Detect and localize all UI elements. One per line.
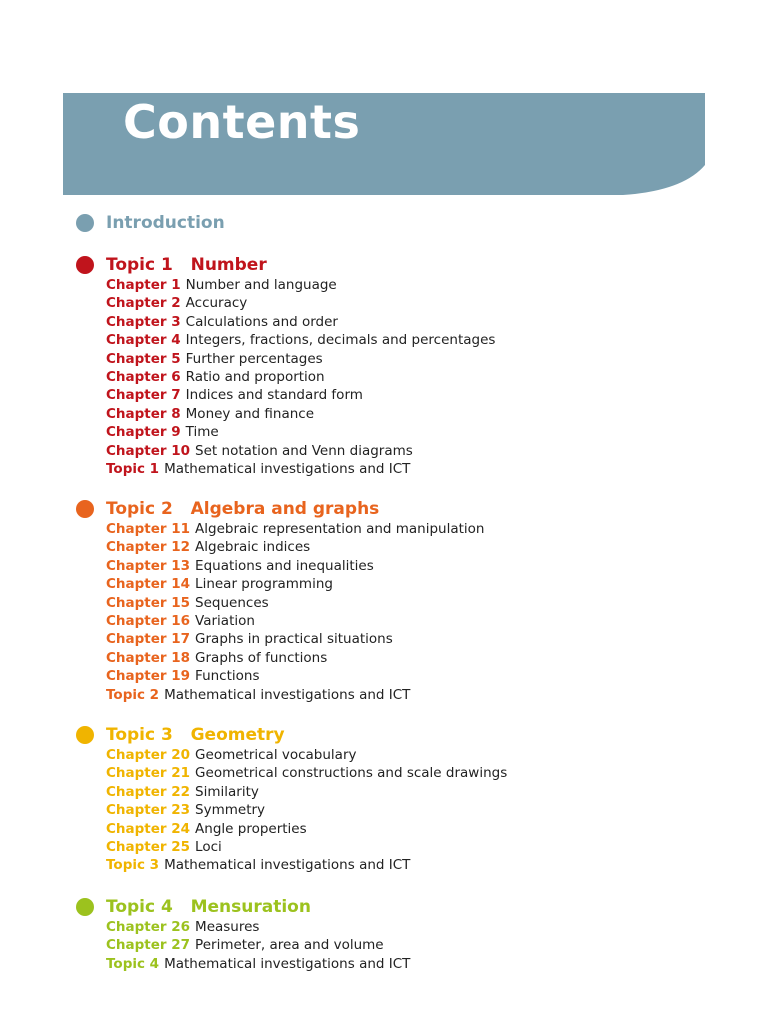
chapter-title: Indices and standard form [185,387,363,404]
chapter-title: Similarity [195,783,259,800]
chapter-title: Set notation and Venn diagrams [195,442,413,459]
chapter-entry[interactable] [106,423,756,441]
chapter-entry[interactable] [106,520,756,538]
chapter-entry[interactable] [106,460,756,478]
intro-bullet-icon [76,214,94,232]
topic-section [76,254,756,478]
topic-bullet-icon [76,500,94,518]
chapter-label: Chapter 21 [106,765,191,782]
chapter-label: Chapter 14 [106,576,191,593]
chapter-entry[interactable] [106,331,756,349]
topic-heading[interactable] [76,254,756,276]
chapter-entry[interactable] [106,612,756,630]
chapter-entry[interactable] [106,405,756,423]
chapter-entry[interactable] [106,538,756,556]
chapter-label: Chapter 11 [106,521,191,537]
chapter-title: Algebraic representation and manipulation [195,521,485,537]
chapter-label: Chapter 18 [106,649,191,666]
chapter-title: Algebraic indices [195,539,311,556]
chapter-label: Chapter 4 [106,332,181,349]
chapter-title: Geometrical constructions and scale drawings [195,765,508,782]
chapter-entry[interactable] [106,368,756,386]
chapter-title: Further percentages [185,350,323,367]
chapter-list [106,918,756,973]
chapter-title: Accuracy [185,295,248,312]
chapter-list [106,746,756,875]
banner-curve [63,165,705,195]
chapter-title: Sequences [195,594,269,611]
chapter-entry[interactable] [106,783,756,801]
chapter-title: Variation [195,612,255,629]
chapter-list [106,276,756,478]
chapter-title: Measures [195,919,260,935]
chapter-list [106,520,756,704]
chapter-title: Perimeter, area and volume [195,937,384,954]
chapter-label: Chapter 26 [106,919,191,935]
chapter-entry[interactable] [106,801,756,819]
chapter-entry[interactable] [106,557,756,575]
chapter-label: Chapter 5 [106,350,181,367]
chapter-label: Chapter 19 [106,668,191,685]
chapter-label: Chapter 6 [106,368,181,385]
chapter-title: Integers, fractions, decimals and percentages [185,332,496,349]
chapter-label: Chapter 1 [106,277,181,293]
chapter-label: Chapter 15 [106,594,191,611]
contents-banner [63,93,705,195]
chapter-entry[interactable] [106,630,756,648]
intro-label: Introduction [106,213,225,233]
chapter-entry[interactable] [106,442,756,460]
chapter-entry[interactable] [106,856,756,874]
chapter-label: Chapter 7 [106,387,181,404]
chapter-title: Graphs in practical situations [195,631,393,648]
chapter-title: Equations and inequalities [195,557,374,574]
chapter-entry[interactable] [106,955,756,973]
chapter-title: Functions [195,668,260,685]
chapter-entry[interactable] [106,746,756,764]
topic-heading[interactable] [76,724,756,746]
chapter-title: Symmetry [195,802,266,819]
chapter-title: Calculations and order [185,313,338,330]
topic-section [76,498,756,704]
topic-section [76,896,756,973]
chapter-title: Loci [195,838,222,855]
topic-title: Topic 3 Geometry [106,725,285,745]
chapter-label: Chapter 3 [106,313,181,330]
intro-entry[interactable] [76,212,225,234]
chapter-label: Chapter 8 [106,405,181,422]
topic-heading[interactable] [76,498,756,520]
topic-bullet-icon [76,726,94,744]
chapter-title: Money and finance [185,405,315,422]
chapter-entry[interactable] [106,386,756,404]
chapter-entry[interactable] [106,575,756,593]
chapter-label: Chapter 27 [106,937,191,954]
chapter-label: Chapter 2 [106,295,181,312]
chapter-entry[interactable] [106,838,756,856]
topic-title: Topic 2 Algebra and graphs [106,499,380,519]
chapter-entry[interactable] [106,649,756,667]
chapter-label: Topic 4 [106,955,160,972]
chapter-title: Ratio and proportion [185,368,325,385]
chapter-label: Topic 3 [106,857,160,874]
chapter-entry[interactable] [106,918,756,936]
topic-title: Topic 4 Mensuration [106,897,311,917]
chapter-entry[interactable] [106,594,756,612]
chapter-title: Angle properties [195,820,307,837]
chapter-entry[interactable] [106,350,756,368]
chapter-entry[interactable] [106,936,756,954]
chapter-label: Chapter 23 [106,802,191,819]
chapter-label: Chapter 12 [106,539,191,556]
page-title: Contents [123,95,361,149]
chapter-label: Chapter 13 [106,557,191,574]
chapter-entry[interactable] [106,686,756,704]
chapter-title: Geometrical vocabulary [195,747,357,763]
chapter-label: Chapter 24 [106,820,191,837]
chapter-entry[interactable] [106,276,756,294]
chapter-label: Chapter 17 [106,631,191,648]
chapter-title: Number and language [185,277,337,293]
chapter-title: Time [185,424,219,441]
topic-heading[interactable] [76,896,756,918]
topic-section [76,724,756,875]
chapter-title: Mathematical investigations and ICT [164,686,411,703]
chapter-label: Topic 1 [106,460,160,477]
chapter-label: Chapter 22 [106,783,191,800]
chapter-label: Chapter 10 [106,442,191,459]
topic-bullet-icon [76,898,94,916]
chapter-entry[interactable] [106,667,756,685]
chapter-entry[interactable] [106,294,756,312]
chapter-label: Chapter 16 [106,612,191,629]
chapter-title: Mathematical investigations and ICT [164,460,411,477]
chapter-title: Graphs of functions [195,649,328,666]
topic-title: Topic 1 Number [106,255,267,275]
chapter-title: Mathematical investigations and ICT [164,955,411,972]
chapter-entry[interactable] [106,820,756,838]
chapter-label: Chapter 25 [106,838,191,855]
chapter-label: Topic 2 [106,686,160,703]
chapter-entry[interactable] [106,764,756,782]
chapter-label: Chapter 20 [106,747,191,763]
chapter-label: Chapter 9 [106,424,181,441]
topic-bullet-icon [76,256,94,274]
chapter-title: Mathematical investigations and ICT [164,857,411,874]
chapter-title: Linear programming [195,576,333,593]
chapter-entry[interactable] [106,313,756,331]
